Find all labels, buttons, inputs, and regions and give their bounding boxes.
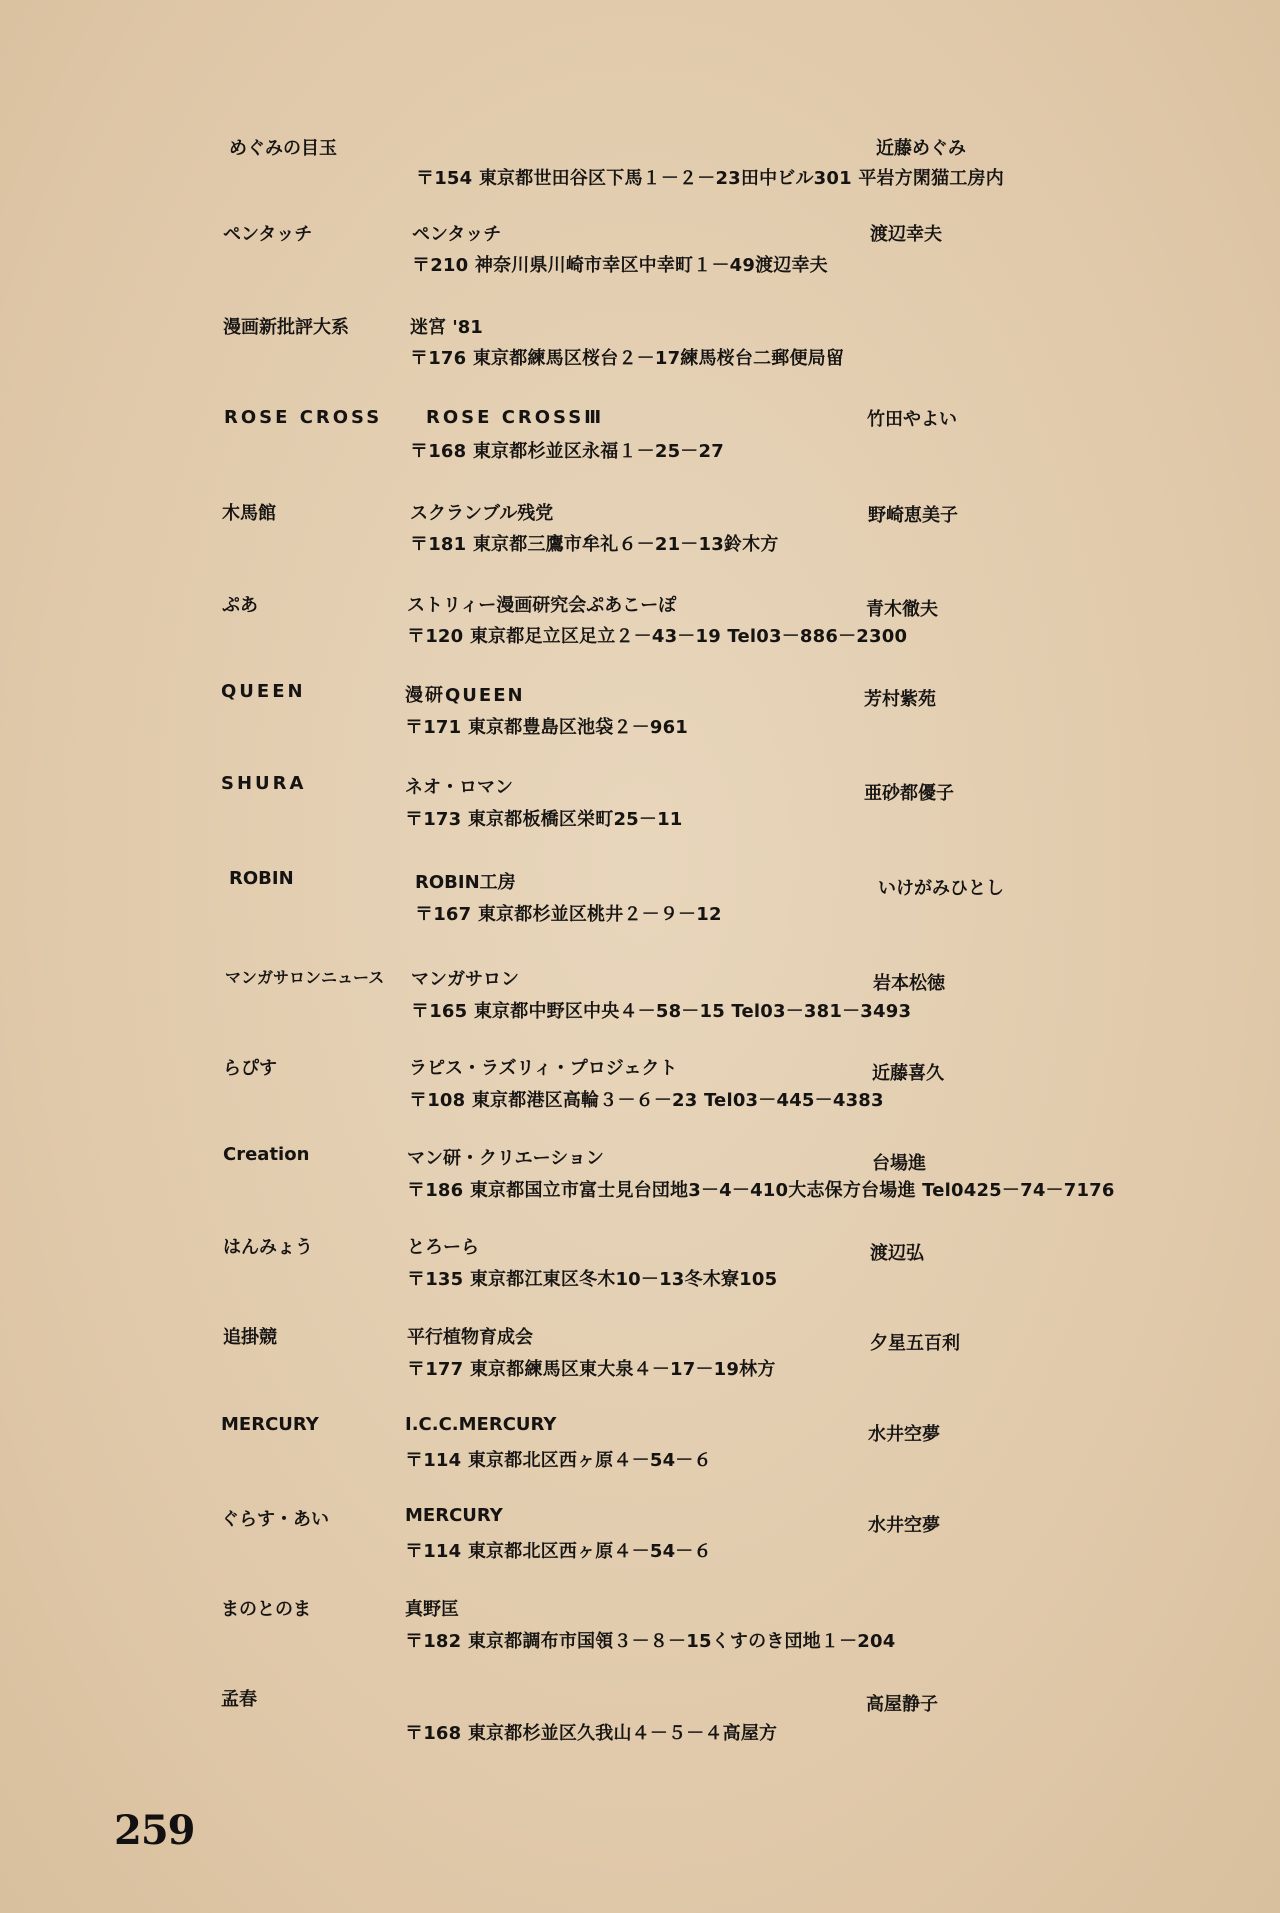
editor-name: いけがみひとし <box>878 878 1004 899</box>
circle-name: ぷあ <box>222 595 258 616</box>
circle-name: はんみょう <box>223 1237 313 1258</box>
circle-name: ROBIN <box>229 868 294 889</box>
editor-name: 岩本松徳 <box>873 973 945 994</box>
directory-entry <box>0 407 1280 487</box>
address: 〒165 東京都中野区中央４－58－15 Tel03－381－3493 <box>411 1001 912 1022</box>
circle-name: まのとのま <box>221 1599 311 1620</box>
editor-name: 野崎恵美子 <box>868 505 958 526</box>
directory-entry <box>0 313 1280 393</box>
editor-name: 高屋静子 <box>866 1694 938 1715</box>
circle-name: MERCURY <box>221 1414 319 1435</box>
circle-name: ROSE CROSS <box>224 407 383 428</box>
address: 〒181 東京都三鷹市牟礼６－21－13鈴木方 <box>410 534 779 555</box>
address: 〒168 東京都杉並区久我山４－５－４高屋方 <box>405 1723 778 1744</box>
publication-title: ネオ・ロマン <box>405 777 513 798</box>
directory-entry <box>0 1054 1280 1134</box>
editor-name: 台場進 <box>872 1153 926 1174</box>
publication-title: ストリィー漫画研究会ぷあこーぽ <box>407 595 677 616</box>
directory-entry <box>0 1685 1280 1765</box>
directory-entry <box>0 499 1280 579</box>
publication-title: マンガサロン <box>411 969 519 990</box>
editor-name: 水井空夢 <box>868 1424 940 1445</box>
directory-entry <box>0 220 1280 300</box>
circle-name: 孟春 <box>221 1689 257 1710</box>
circle-name: QUEEN <box>221 681 306 702</box>
editor-name: 渡辺弘 <box>870 1243 924 1264</box>
publication-title: 真野匡 <box>405 1599 459 1620</box>
circle-name: 追掛競 <box>223 1327 277 1348</box>
address: 〒186 東京都国立市富士見台団地3－4－410大志保方台場進 Tel0425－74－7176 <box>407 1180 1115 1201</box>
directory-entry <box>0 1505 1280 1585</box>
address: 〒120 東京都足立区足立２－43－19 Tel03－886－2300 <box>407 626 908 647</box>
publication-title: 平行植物育成会 <box>407 1327 533 1348</box>
editor-name: 渡辺幸夫 <box>870 224 942 245</box>
directory-entry <box>0 965 1280 1045</box>
directory-entry <box>0 868 1280 948</box>
address: 〒167 東京都杉並区桃井２－９－12 <box>415 904 722 925</box>
address: 〒176 東京都練馬区桜台２－17練馬桜台二郵便局留 <box>410 348 845 369</box>
circle-name: ぐらす・あい <box>221 1509 329 1530</box>
publication-title: I.C.C.MERCURY <box>405 1414 557 1435</box>
editor-name: 水井空夢 <box>868 1515 940 1536</box>
address: 〒114 東京都北区西ヶ原４－54－６ <box>405 1450 712 1471</box>
publication-title: 漫研QUEEN <box>405 685 525 706</box>
circle-name: ペンタッチ <box>223 224 313 245</box>
directory-entry <box>0 134 1280 214</box>
publication-title: マン研・クリエーション <box>407 1148 604 1169</box>
editor-name: 夕星五百利 <box>870 1333 960 1354</box>
address: 〒168 東京都杉並区永福１－25－27 <box>410 441 724 462</box>
circle-name: マンガサロンニュース <box>225 968 385 987</box>
directory-entry <box>0 1233 1280 1313</box>
address: 〒177 東京都練馬区東大泉４－17－19林方 <box>407 1359 776 1380</box>
publication-title: 迷宮 '81 <box>410 317 483 338</box>
circle-name: SHURA <box>221 773 307 794</box>
circle-name: 木馬館 <box>222 503 276 524</box>
publication-title: スクランブル残党 <box>410 503 554 524</box>
circle-name: めぐみの目玉 <box>229 138 337 159</box>
directory-entry <box>0 773 1280 853</box>
directory-entry <box>0 1323 1280 1403</box>
circle-name: Creation <box>223 1144 310 1165</box>
editor-name: 竹田やよい <box>867 409 957 430</box>
editor-name: 亜砂都優子 <box>864 783 954 804</box>
address: 〒154 東京都世田谷区下馬１－２－23田中ビル301 平岩方閑猫工房内 <box>416 168 1004 189</box>
publication-title: ペンタッチ <box>412 224 502 245</box>
publication-title: ラピス・ラズリィ・プロジェクト <box>409 1058 678 1079</box>
directory-entry <box>0 1595 1280 1675</box>
page-number: 259 <box>114 1807 195 1854</box>
address: 〒114 東京都北区西ヶ原４－54－６ <box>405 1541 712 1562</box>
editor-name: 近藤喜久 <box>872 1063 944 1084</box>
address: 〒171 東京都豊島区池袋２－961 <box>405 717 689 738</box>
directory-entry <box>0 1414 1280 1494</box>
circle-name: らぴす <box>223 1058 277 1079</box>
publication-title: ROSE CROSSⅢ <box>426 407 605 428</box>
circle-name: 漫画新批評大系 <box>223 317 349 338</box>
directory-entry <box>0 681 1280 761</box>
address: 〒108 東京都港区高輪３－６－23 Tel03－445－4383 <box>409 1090 884 1111</box>
address: 〒182 東京都調布市国領３－８－15くすのき団地１－204 <box>405 1631 896 1652</box>
editor-name: 近藤めぐみ <box>876 138 966 159</box>
directory-entry <box>0 591 1280 671</box>
address: 〒135 東京都江東区冬木10－13冬木寮105 <box>407 1269 778 1290</box>
address: 〒173 東京都板橋区栄町25－11 <box>405 809 683 830</box>
editor-name: 芳村紫苑 <box>864 689 936 710</box>
address: 〒210 神奈川県川崎市幸区中幸町１－49渡辺幸夫 <box>412 255 828 276</box>
publication-title: とろーら <box>407 1237 479 1258</box>
publication-title: ROBIN工房 <box>415 872 516 893</box>
editor-name: 青木徹夫 <box>866 599 938 620</box>
publication-title: MERCURY <box>405 1505 503 1526</box>
directory-entry <box>0 1144 1280 1224</box>
